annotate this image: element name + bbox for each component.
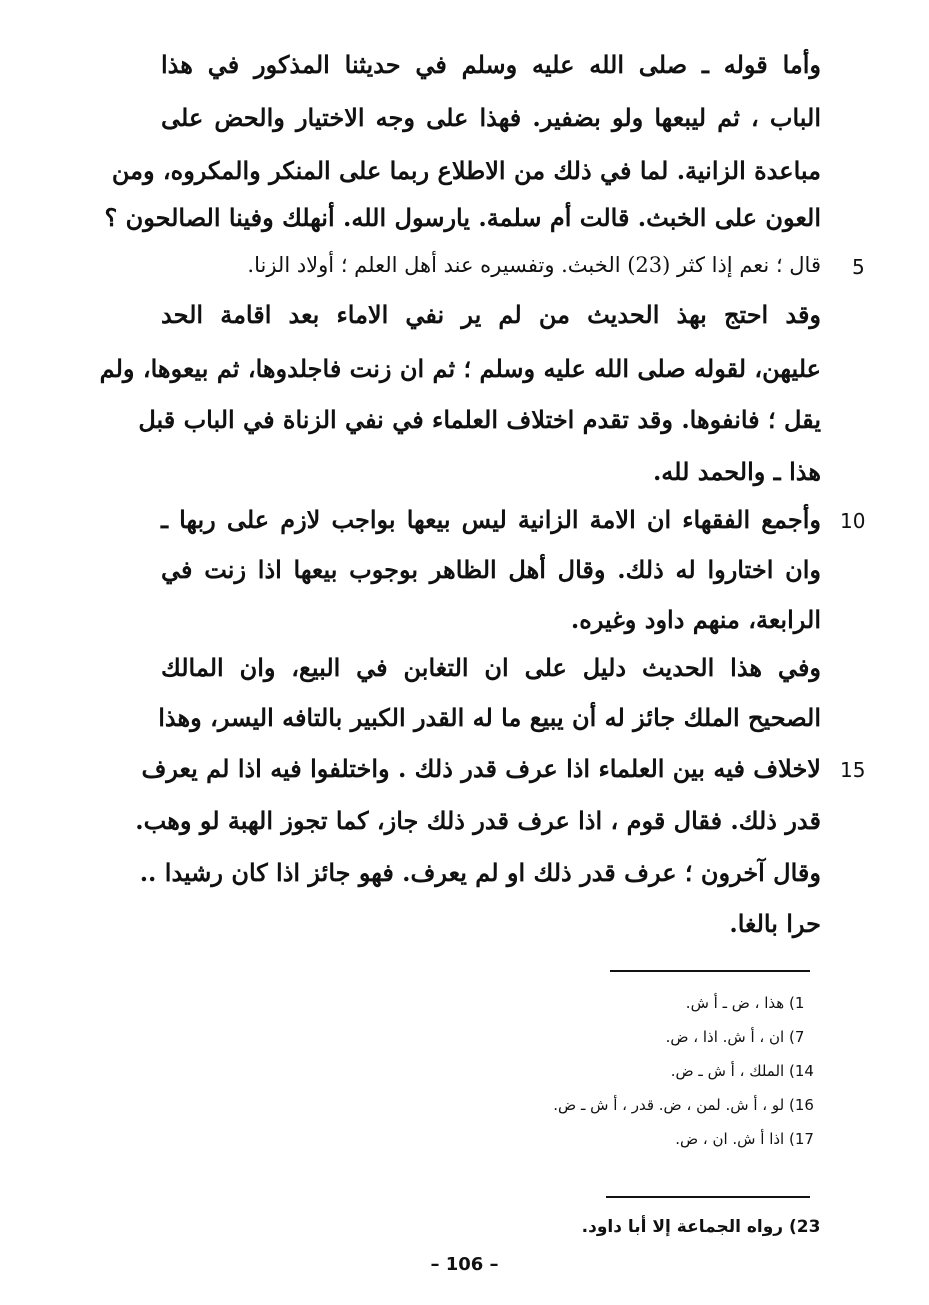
variant-note xyxy=(671,1062,821,1080)
variant-note-text: هذا ، ض ـ أ ش. xyxy=(685,994,785,1012)
text-line: الباب ، ثم ليبعها ولو بضفير. فهذا على وجه الاختيار والحض على xyxy=(161,103,821,132)
text-line: مباعدة الزانية. لما في ذلك من الاطلاع ربما على المنكر والمكروه، ومن xyxy=(111,156,821,185)
variant-note-text: ان ، أ ش. اذا ، ض. xyxy=(665,1028,785,1046)
text-line: وفي هذا الحديث دليل على ان التغابن في البيع، وان المالك xyxy=(161,653,822,682)
text-line: هذا ـ والحمد لله. xyxy=(652,457,821,486)
page-number: – 106 – xyxy=(430,1254,499,1275)
text-line: وقد احتج بهذ الحديث من لم ير نفي الاماء بعد اقامة الحد xyxy=(161,300,822,329)
text-line: لاخلاف فيه بين العلماء اذا عرف قدر ذلك . واختلفوا فيه اذا لم يعرف xyxy=(141,754,821,783)
footnote-divider xyxy=(606,1196,810,1198)
text-line: الرابعة، منهم داود وغيره. xyxy=(570,605,821,634)
text-line: وأما قوله ـ صلى الله عليه وسلم في حديثنا المذكور في هذا xyxy=(161,50,821,79)
text-line: وأجمع الفقهاء ان الامة الزانية ليس بيعها بواجب لازم على ربها ـ xyxy=(161,505,821,534)
variant-note xyxy=(553,1096,821,1114)
text-line: قدر ذلك. فقال قوم ، اذا عرف قدر ذلك جاز، كما تجوز الهبة لو وهب. xyxy=(135,806,821,835)
line-number: 10 xyxy=(840,509,866,533)
text-line: الصحيح الملك جائز له أن يبيع ما له القدر الكبير بالتافه اليسر، وهذا xyxy=(158,703,821,732)
variant-note-text: لو ، أ ش. لمن ، ض. قدر ، أ ش ـ ض. xyxy=(553,1096,785,1114)
line-number: 5 xyxy=(852,255,865,279)
line-number: 15 xyxy=(840,758,866,782)
variant-note-text: الملك ، أ ش ـ ض. xyxy=(670,1062,785,1080)
text-line: يقل ؛ فانفوها. وقد تقدم اختلاف العلماء في نفي الزناة في الباب قبل xyxy=(138,405,821,434)
variant-note xyxy=(675,1130,821,1148)
text-line: قال ؛ نعم إذا كثر (23) الخبث. وتفسيره عند أهل العلم ؛ أولاد الزنا. xyxy=(247,253,821,277)
variant-note-number: 17) xyxy=(789,1130,814,1148)
variant-note xyxy=(666,1028,821,1046)
variant-note-text: اذا أ ش. ان ، ض. xyxy=(675,1130,785,1148)
footnote-text: رواه الجماعة إلا أبا داود. xyxy=(581,1217,784,1237)
text-line: وقال آخرون ؛ عرف قدر ذلك او لم يعرف. فهو جائز اذا كان رشيدا .. xyxy=(139,858,821,887)
text-line: العون على الخبث. قالت أم سلمة. يارسول الله. أنهلك وفينا الصالحون ؟ xyxy=(104,203,821,232)
variant-note-number: 16) xyxy=(789,1096,814,1114)
variant-note-number: 1) xyxy=(789,994,805,1012)
variant-note-number: 7) xyxy=(789,1028,805,1046)
variant-note xyxy=(686,994,821,1012)
notes-divider xyxy=(610,970,810,972)
variant-note-number: 14) xyxy=(789,1062,814,1080)
text-line: حرا بالغا. xyxy=(729,909,821,938)
text-line: عليهن، لقوله صلى الله عليه وسلم ؛ ثم ان زنت فاجلدوها، ثم بيعوها، ولم xyxy=(99,354,821,383)
footnote xyxy=(582,1217,821,1237)
text-line: وان اختاروا له ذلك. وقال أهل الظاهر بوجوب بيعها اذا زنت في xyxy=(161,555,821,584)
footnote-number: 23) xyxy=(789,1217,821,1237)
